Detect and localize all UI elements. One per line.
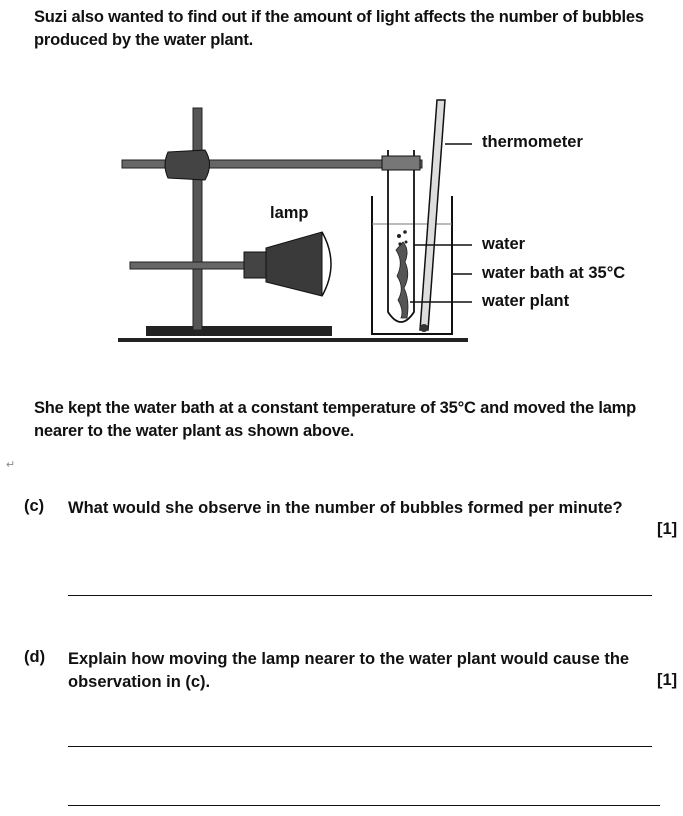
- thermometer: [420, 100, 445, 330]
- label-water: water: [482, 235, 526, 253]
- intro-paragraph: Suzi also wanted to find out if the amount of light affects the number of bubbles produced by the water plant.: [34, 8, 644, 49]
- bubble: [397, 234, 401, 238]
- label-water-plant: water plant: [482, 292, 570, 310]
- paragraph-mark: ↵: [6, 459, 16, 471]
- bubble: [398, 242, 401, 245]
- stand-base: [146, 326, 332, 336]
- label-water-bath: water bath at 35°C: [482, 264, 626, 282]
- lamp-bulb-face: [322, 232, 331, 296]
- lamp-arm-rod: [130, 262, 250, 269]
- experiment-diagram: [0, 0, 683, 400]
- lamp-shade: [266, 232, 322, 296]
- test-tube-clamp: [382, 156, 420, 170]
- water-plant-shape: [396, 242, 408, 318]
- label-lamp: lamp: [270, 204, 309, 222]
- setup-description: She kept the water bath at a constant temperature of 35°C and moved the lamp nearer to the water plant as shown above.: [34, 399, 637, 440]
- answer-line-d-2[interactable]: [68, 805, 660, 806]
- question-c-text: What would she observe in the number of bubbles formed per minute?: [68, 499, 623, 517]
- bubble: [405, 241, 408, 244]
- question-c-label: (c): [24, 497, 45, 515]
- bench-line: [118, 338, 468, 342]
- question-d-marks: [1]: [657, 671, 678, 689]
- question-d-label: (d): [24, 648, 46, 666]
- bubble: [403, 230, 407, 234]
- thermometer-bulb: [420, 324, 428, 332]
- upper-clamp-boss: [165, 150, 210, 180]
- answer-line-d-1[interactable]: [68, 746, 652, 747]
- answer-line-c[interactable]: [68, 595, 652, 596]
- label-thermometer: thermometer: [482, 133, 583, 151]
- question-d-text: Explain how moving the lamp nearer to the water plant would cause the observation in (c).: [68, 650, 630, 691]
- lamp-holder: [244, 252, 268, 278]
- beaker: [372, 196, 452, 334]
- question-c-marks: [1]: [657, 520, 678, 538]
- stand-rod: [193, 108, 202, 330]
